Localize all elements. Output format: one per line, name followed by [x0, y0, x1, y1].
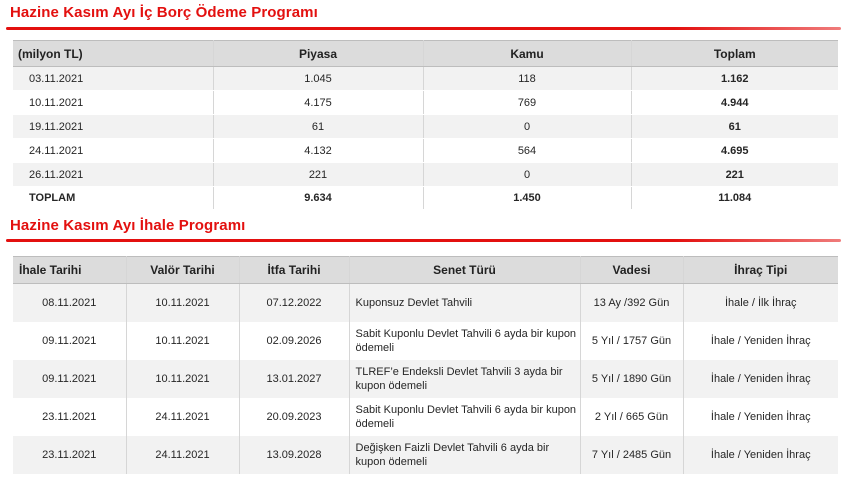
- table-row: [13, 284, 838, 323]
- piyasa-value: 4.175: [213, 91, 423, 115]
- column-header-ihale-tarihi: İhale Tarihi: [13, 257, 126, 284]
- itfa-date: 02.09.2026: [239, 322, 349, 360]
- debt-payment-table: [13, 40, 838, 210]
- toplam-value: 1.162: [631, 67, 838, 91]
- column-header-piyasa: Piyasa: [213, 41, 423, 67]
- column-header-ihrac-tipi: İhraç Tipi: [683, 257, 838, 284]
- security-type: Kuponsuz Devlet Tahvili: [349, 284, 580, 323]
- toplam-value: 221: [631, 163, 838, 187]
- total-piyasa: 9.634: [213, 187, 423, 210]
- piyasa-value: 1.045: [213, 67, 423, 91]
- toplam-value: 4.695: [631, 139, 838, 163]
- column-header-valor-tarihi: Valör Tarihi: [126, 257, 239, 284]
- table-row: [13, 163, 838, 187]
- total-row: [13, 187, 838, 210]
- itfa-date: 13.09.2028: [239, 436, 349, 474]
- total-kamu: 1.450: [423, 187, 631, 210]
- column-header-vadesi: Vadesi: [580, 257, 683, 284]
- maturity: 13 Ay /392 Gün: [580, 284, 683, 323]
- table-row: [13, 322, 838, 360]
- total-toplam: 11.084: [631, 187, 838, 210]
- auction-program-title: Hazine Kasım Ayı İhale Programı: [10, 217, 246, 234]
- maturity: 5 Yıl / 1890 Gün: [580, 360, 683, 398]
- ihale-date: 08.11.2021: [13, 284, 126, 323]
- kamu-value: 0: [423, 163, 631, 187]
- security-type: TLREF’e Endeksli Devlet Tahvili 3 ayda bir kupon ödemeli: [349, 360, 580, 398]
- column-header-kamu: Kamu: [423, 41, 631, 67]
- table-row: [13, 398, 838, 436]
- column-header-senet-turu: Senet Türü: [349, 257, 580, 284]
- ihale-date: 23.11.2021: [13, 436, 126, 474]
- total-label: TOPLAM: [13, 187, 213, 210]
- table-row: [13, 67, 838, 91]
- title-underline: [6, 27, 841, 30]
- payment-date: 03.11.2021: [13, 67, 213, 91]
- itfa-date: 13.01.2027: [239, 360, 349, 398]
- security-type: Değişken Faizli Devlet Tahvili 6 ayda bir kupon ödemeli: [349, 436, 580, 474]
- debt-payment-title: Hazine Kasım Ayı İç Borç Ödeme Programı: [10, 4, 318, 21]
- maturity: 7 Yıl / 2485 Gün: [580, 436, 683, 474]
- valor-date: 10.11.2021: [126, 322, 239, 360]
- payment-date: 10.11.2021: [13, 91, 213, 115]
- table-row: [13, 360, 838, 398]
- payment-date: 19.11.2021: [13, 115, 213, 139]
- toplam-value: 61: [631, 115, 838, 139]
- kamu-value: 0: [423, 115, 631, 139]
- table-row: [13, 436, 838, 474]
- piyasa-value: 4.132: [213, 139, 423, 163]
- table-row: [13, 115, 838, 139]
- column-header-itfa-tarihi: İtfa Tarihi: [239, 257, 349, 284]
- auction-program-table: [13, 256, 838, 474]
- toplam-value: 4.944: [631, 91, 838, 115]
- issue-type: İhale / Yeniden İhraç: [683, 322, 838, 360]
- valor-date: 24.11.2021: [126, 398, 239, 436]
- payment-date: 24.11.2021: [13, 139, 213, 163]
- valor-date: 10.11.2021: [126, 284, 239, 323]
- table-header-row: [13, 257, 838, 284]
- issue-type: İhale / İlk İhraç: [683, 284, 838, 323]
- issue-type: İhale / Yeniden İhraç: [683, 436, 838, 474]
- maturity: 2 Yıl / 665 Gün: [580, 398, 683, 436]
- valor-date: 10.11.2021: [126, 360, 239, 398]
- security-type: Sabit Kuponlu Devlet Tahvili 6 ayda bir kupon ödemeli: [349, 322, 580, 360]
- payment-date: 26.11.2021: [13, 163, 213, 187]
- column-header-toplam: Toplam: [631, 41, 838, 67]
- itfa-date: 20.09.2023: [239, 398, 349, 436]
- kamu-value: 564: [423, 139, 631, 163]
- issue-type: İhale / Yeniden İhraç: [683, 398, 838, 436]
- title-underline: [6, 239, 841, 242]
- table-row: [13, 91, 838, 115]
- piyasa-value: 221: [213, 163, 423, 187]
- table-row: [13, 139, 838, 163]
- kamu-value: 118: [423, 67, 631, 91]
- kamu-value: 769: [423, 91, 631, 115]
- column-header-unit: (milyon TL): [13, 41, 213, 67]
- table-header-row: [13, 41, 838, 67]
- valor-date: 24.11.2021: [126, 436, 239, 474]
- itfa-date: 07.12.2022: [239, 284, 349, 323]
- ihale-date: 09.11.2021: [13, 360, 126, 398]
- ihale-date: 23.11.2021: [13, 398, 126, 436]
- issue-type: İhale / Yeniden İhraç: [683, 360, 838, 398]
- security-type: Sabit Kuponlu Devlet Tahvili 6 ayda bir kupon ödemeli: [349, 398, 580, 436]
- piyasa-value: 61: [213, 115, 423, 139]
- ihale-date: 09.11.2021: [13, 322, 126, 360]
- maturity: 5 Yıl / 1757 Gün: [580, 322, 683, 360]
